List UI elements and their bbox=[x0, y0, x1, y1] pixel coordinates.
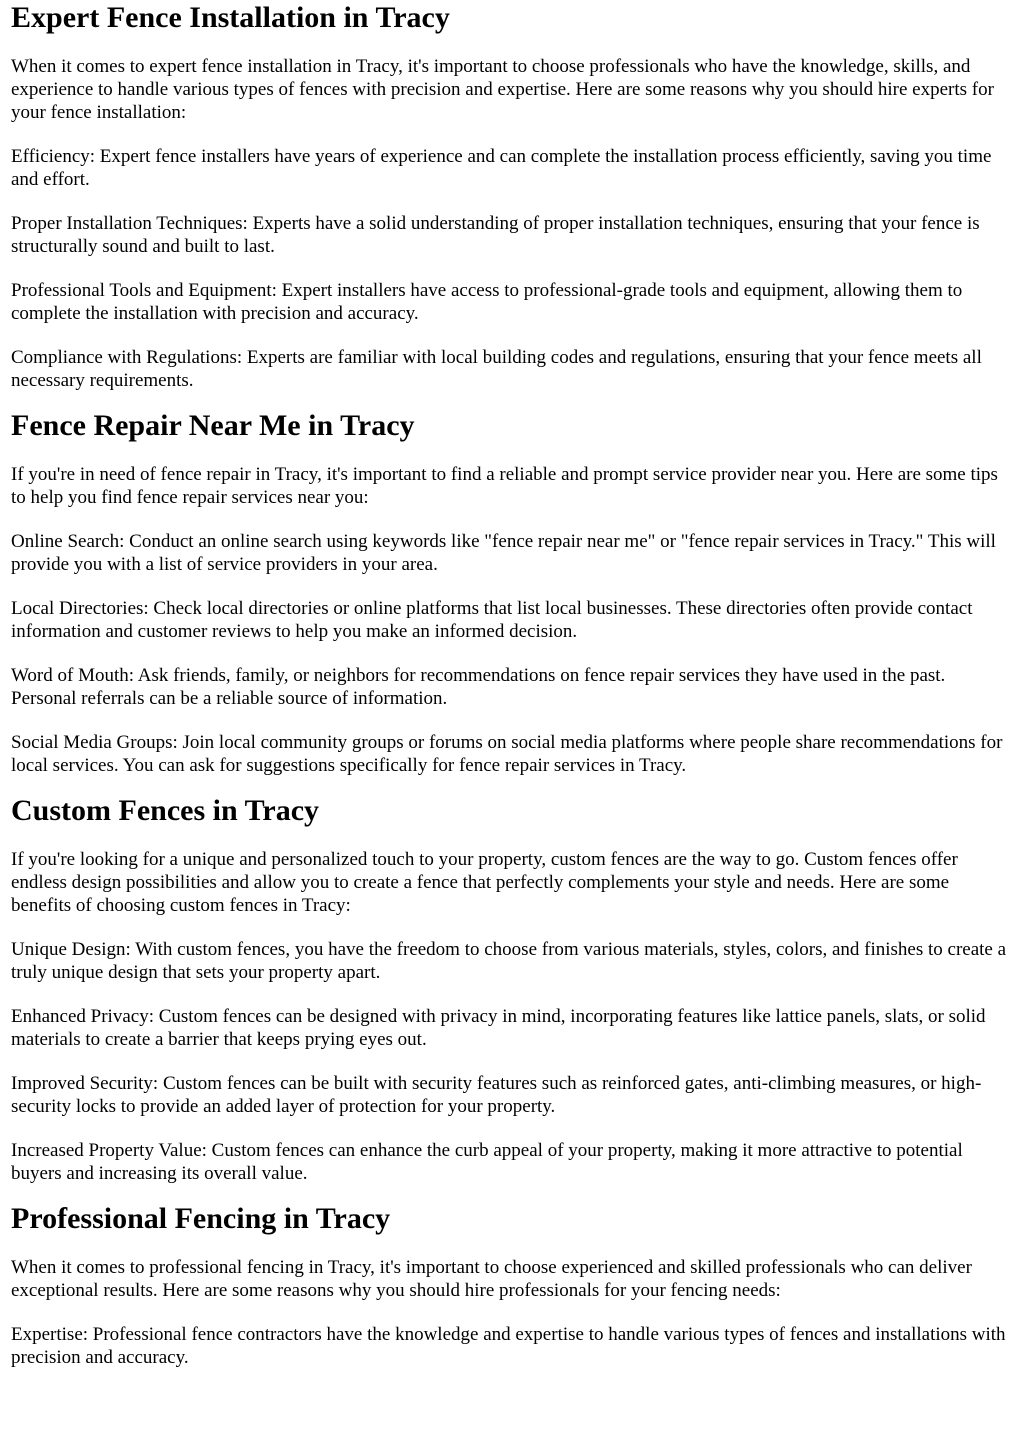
section-heading: Expert Fence Installation in Tracy bbox=[11, 1, 450, 34]
paragraph: Professional Tools and Equipment: Expert installers have access to professional-grade tools and equipment, allowing them to complete the installation with precision and accuracy. bbox=[11, 280, 963, 324]
paragraph: Word of Mouth: Ask friends, family, or neighbors for recommendations on fence repair services they have used in the past. Personal referrals can be a reliable source of information. bbox=[11, 665, 946, 709]
article bbox=[0, 1, 1024, 1369]
paragraph: Local Directories: Check local directories or online platforms that list local businesses. These directories often provide contact information and customer reviews to help you make an informed decision. bbox=[11, 598, 973, 642]
section-heading: Custom Fences in Tracy bbox=[11, 794, 320, 827]
paragraph: Proper Installation Techniques: Experts have a solid understanding of proper installation techniques, ensuring that your fence is structurally sound and built to last. bbox=[11, 213, 980, 257]
intro-paragraph: When it comes to expert fence installation in Tracy, it's important to choose professionals who have the knowledge, skills, and experience to handle various types of fences with precision and expertise. Here are some reasons why you should hire experts for your fence installation: bbox=[11, 56, 994, 123]
paragraph: Enhanced Privacy: Custom fences can be designed with privacy in mind, incorporating features like lattice panels, slats, or solid materials to create a barrier that keeps prying eyes out. bbox=[11, 1006, 986, 1050]
paragraph: Improved Security: Custom fences can be built with security features such as reinforced gates, anti-climbing measures, or high-security locks to provide an added layer of protection for your property. bbox=[11, 1073, 982, 1117]
intro-paragraph: If you're in need of fence repair in Tracy, it's important to find a reliable and prompt service provider near you. Here are some tips to help you find fence repair services near you: bbox=[11, 464, 998, 508]
paragraph: Efficiency: Expert fence installers have years of experience and can complete the installation process efficiently, saving you time and effort. bbox=[11, 146, 992, 190]
paragraph: Expertise: Professional fence contractors have the knowledge and expertise to handle various types of fences and installations with precision and accuracy. bbox=[11, 1324, 1006, 1368]
section-custom-fences bbox=[11, 794, 1013, 1185]
paragraph: Compliance with Regulations: Experts are familiar with local building codes and regulations, ensuring that your fence meets all necessary requirements. bbox=[11, 347, 982, 391]
paragraph: Increased Property Value: Custom fences can enhance the curb appeal of your property, making it more attractive to potential buyers and increasing its overall value. bbox=[11, 1140, 963, 1184]
section-heading: Professional Fencing in Tracy bbox=[11, 1202, 391, 1235]
paragraph: Social Media Groups: Join local community groups or forums on social media platforms where people share recommendations for local services. You can ask for suggestions specifically for fence repair services in Tracy. bbox=[11, 732, 1003, 776]
section-professional-fencing bbox=[11, 1202, 1013, 1369]
intro-paragraph: When it comes to professional fencing in Tracy, it's important to choose experienced and skilled professionals who can deliver exceptional results. Here are some reasons why you should hire professionals for your fencing needs: bbox=[11, 1257, 972, 1301]
paragraph: Online Search: Conduct an online search using keywords like "fence repair near me" or "fence repair services in Tracy." This will provide you with a list of service providers in your area. bbox=[11, 531, 996, 575]
intro-paragraph: If you're looking for a unique and personalized touch to your property, custom fences are the way to go. Custom fences offer endless design possibilities and allow you to create a fence that perfectly complements your style and needs. Here are some benefits of choosing custom fences in Tracy: bbox=[11, 849, 958, 916]
section-heading: Fence Repair Near Me in Tracy bbox=[11, 409, 415, 442]
section-fence-repair bbox=[11, 409, 1013, 777]
section-expert-fence-installation bbox=[11, 1, 1013, 392]
paragraph: Unique Design: With custom fences, you have the freedom to choose from various materials, styles, colors, and finishes to create a truly unique design that sets your property apart. bbox=[11, 939, 1007, 983]
